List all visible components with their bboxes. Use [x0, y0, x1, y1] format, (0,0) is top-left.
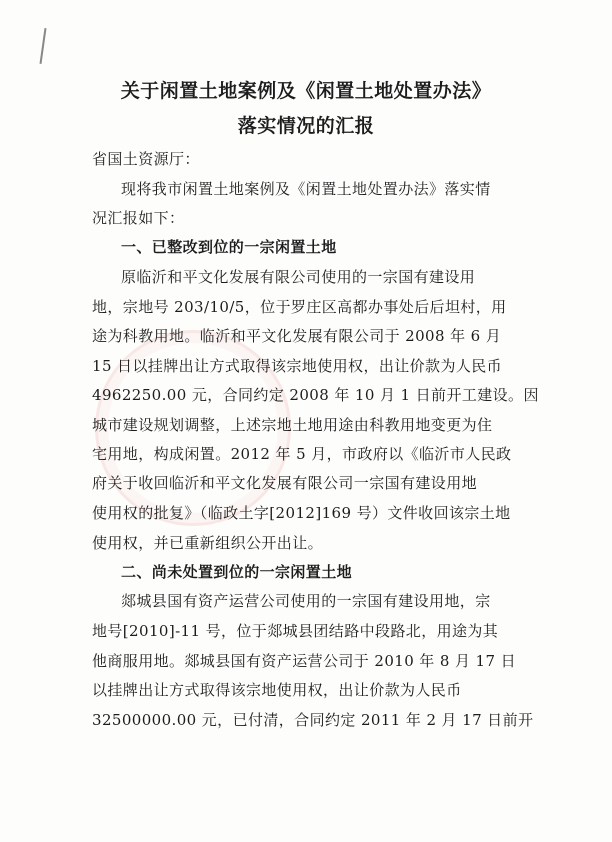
section-1-line: 原临沂和平文化发展有限公司使用的一宗国有建设用 [121, 268, 476, 286]
intro-line: 况汇报如下： [92, 209, 185, 227]
section-2-line: 郯城县国有资产运营公司使用的一宗国有建设用地，宗 [121, 592, 491, 610]
section-2-line: 32500000.00 元，已付清，合同约定 2011 年 2 月 17 日前开 [92, 711, 534, 729]
section-1-line: 府关于收回临沂和平文化发展有限公司一宗国有建设用地 [92, 474, 478, 492]
section-1-line: 宅用地，构成闲置。2012 年 5 月，市政府以《临沂市人民政 [92, 445, 512, 463]
intro-line: 现将我市闲置土地案例及《闲置土地处置办法》落实情 [121, 180, 491, 198]
section-2-heading: 二、尚未处置到位的一宗闲置土地 [121, 563, 353, 581]
section-1-line: 使用权的批复》（临政土字[2012]169 号）文件收回该宗土地 [92, 504, 511, 522]
section-1-line: 4962250.00 元，合同约定 2008 年 10 月 1 日前开工建设。因 [92, 386, 539, 404]
section-2-line: 他商服用地。郯城县国有资产运营公司于 2010 年 8 月 17 日 [92, 652, 517, 670]
section-1-line: 城市建设规划调整，上述宗地土地用途由科教用地变更为住 [92, 416, 493, 434]
section-1-line: 使用权，并已重新组织公开出让。 [92, 534, 324, 552]
section-1-line: 途为科教用地。临沂和平文化发展有限公司于 2008 年 6 月 [92, 327, 502, 345]
section-1-line: 15 日以挂牌出让方式取得该宗地使用权，出让价款为人民币 [92, 357, 503, 375]
scan-margin-mark [40, 28, 47, 64]
document-title-line-1: 关于闲置土地案例及《闲置土地处置办法》 [120, 80, 492, 102]
section-1-heading: 一、已整改到位的一宗闲置土地 [121, 238, 337, 256]
section-2-line: 以挂牌出让方式取得该宗地使用权，出让价款为人民币 [92, 681, 462, 699]
document-title-line-2: 落实情况的汇报 [237, 115, 375, 137]
section-1-line: 地，宗地号 203/10/5，位于罗庄区高都办事处后后坦村，用 [92, 298, 507, 316]
addressee: 省国土资源厅： [92, 150, 200, 168]
section-2-line: 地号[2010]-11 号，位于郯城县团结路中段路北，用途为其 [92, 622, 499, 640]
